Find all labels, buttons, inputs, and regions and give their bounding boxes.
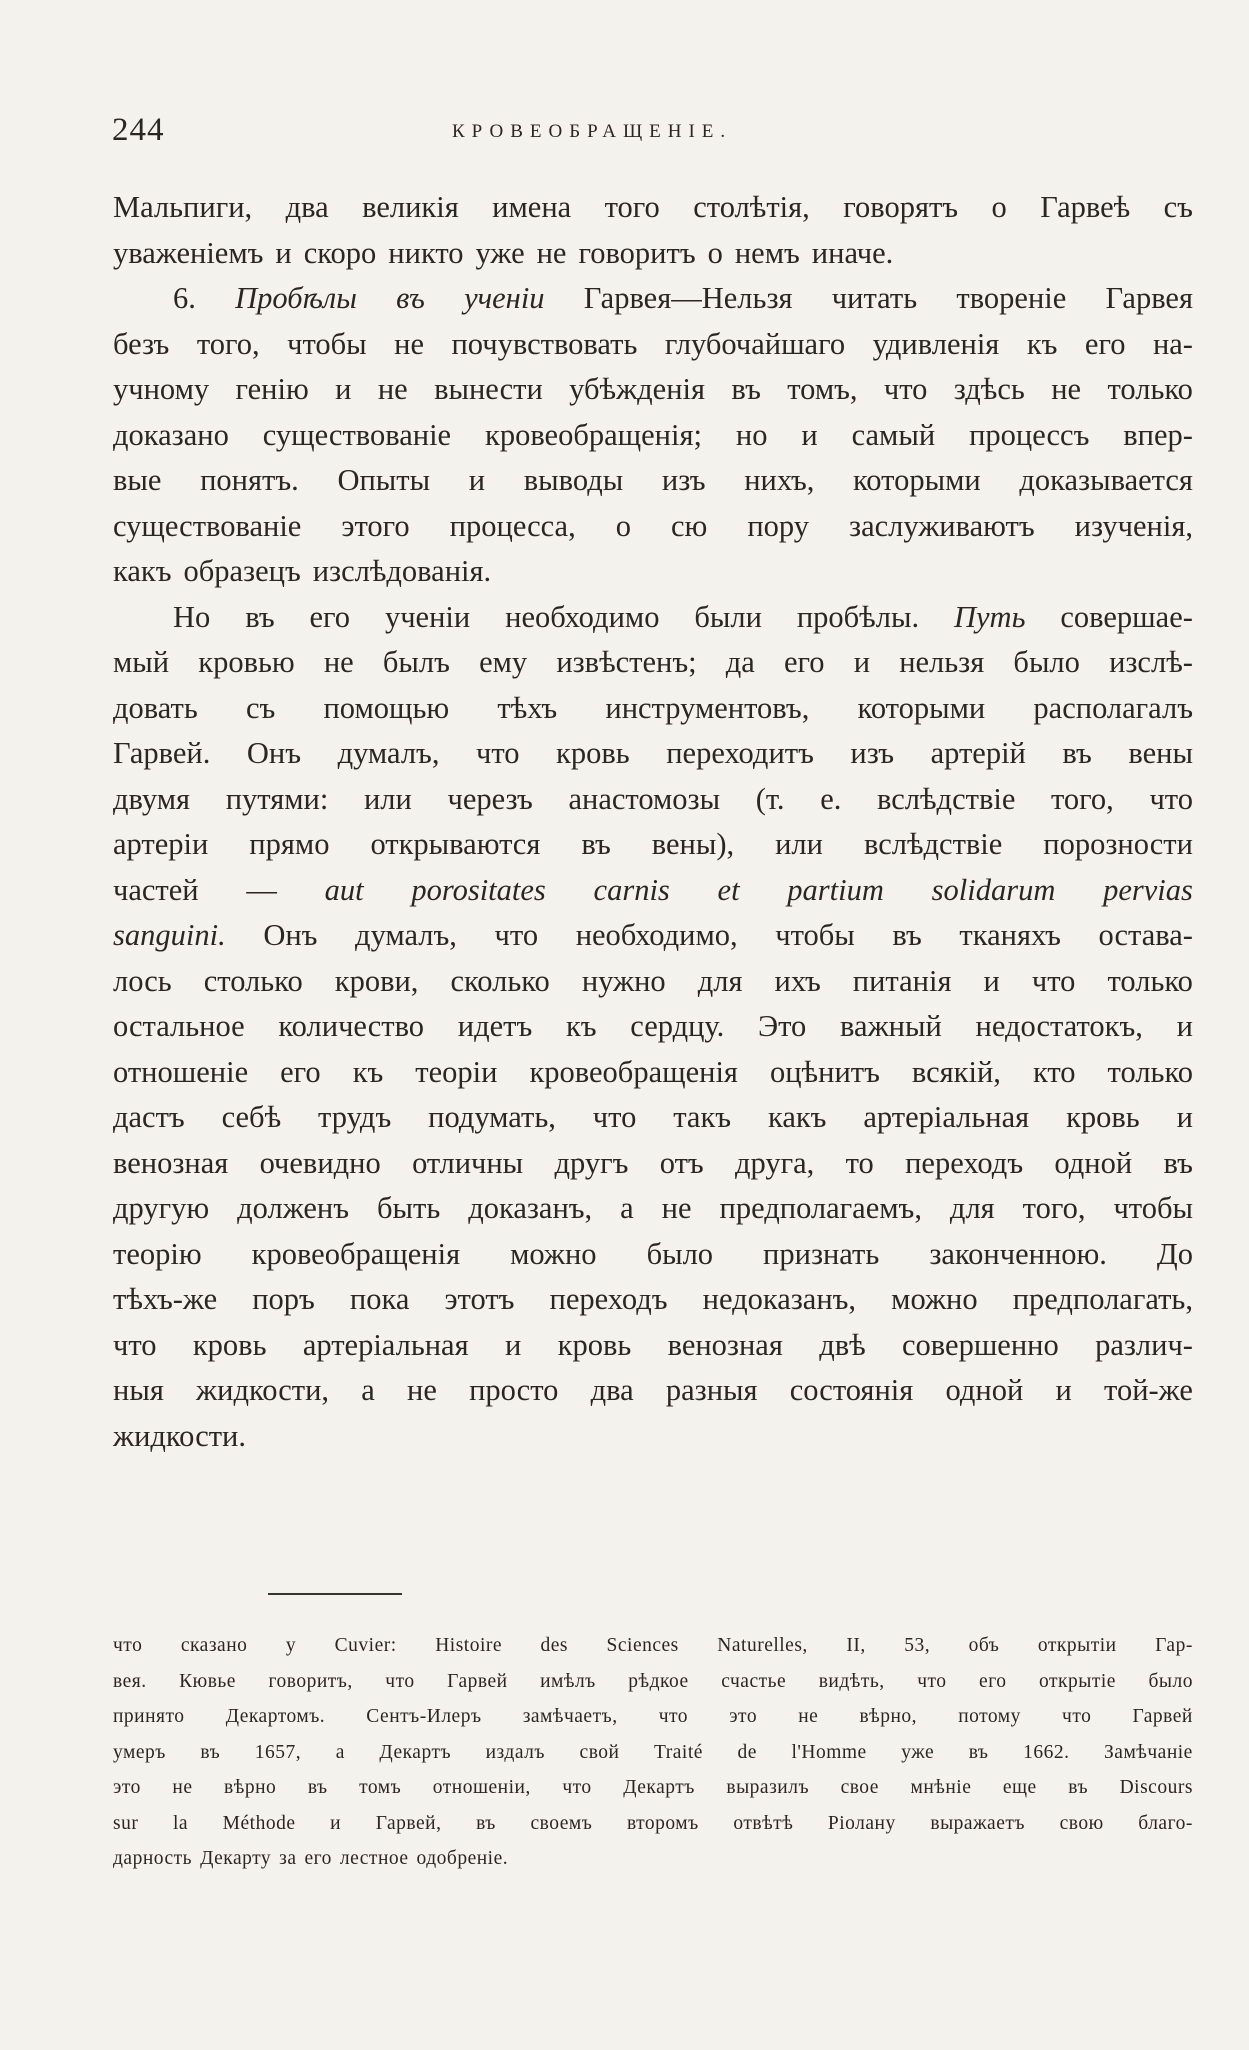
text-line: какъ образецъ изслѣдованія.: [113, 554, 492, 588]
text-line: дастъ себѣ трудъ подумать, что такъ какъ артеріальная кровь и: [113, 1100, 1193, 1134]
text-line: Гарвей. Онъ думалъ, что кровь переходитъ изъ артерій въ вены: [113, 736, 1193, 770]
footnote-separator: [268, 1593, 402, 1595]
main-text: [113, 185, 1193, 1459]
text-line: артеріи прямо открываются въ вены), или вслѣдствіе порозности: [113, 827, 1193, 861]
text-line: существованіе этого процесса, о сю пору заслуживаютъ изученія,: [113, 508, 1193, 543]
text-line: 6. Пробѣлы въ ученіи Гарвея—Нельзя читать твореніе Гарвея: [173, 281, 1193, 315]
footnote-line: sur la Méthode и Гарвей, въ своемъ второмъ отвѣтѣ Ріолану выражаетъ свою благо-: [113, 1812, 1193, 1834]
text-line: Но въ его ученіи необходимо были пробѣлы. Путь совершае-: [173, 599, 1193, 634]
page-header: [112, 112, 1192, 162]
text-line: двумя путями: или черезъ анастомозы (т. е. вслѣдствіе того, что: [113, 781, 1193, 816]
text-line: теорію кровеобращенія можно было признать законченною. До: [113, 1236, 1193, 1271]
footnote: [113, 1628, 1193, 1877]
page-number: 244: [112, 112, 165, 148]
footnote-line: это не вѣрно въ томъ отношеніи, что Декартъ выразилъ свое мнѣніе еще въ Discours: [113, 1777, 1193, 1798]
text-line: довать съ помощью тѣхъ инструментовъ, которыми располагалъ: [113, 690, 1193, 725]
footnote-line: принято Декартомъ. Сентъ-Илеръ замѣчаетъ, что это не вѣрно, потому что Гарвей: [113, 1706, 1193, 1727]
text-line: Мальпиги, два великія имена того столѣтія, говорятъ о Гарвеѣ съ: [113, 190, 1193, 224]
footnote-line: вея. Кювье говоритъ, что Гарвей имѣлъ рѣдкое счастье видѣть, что его открытіе было: [113, 1670, 1193, 1692]
text-line: частей — aut porositates carnis et partium solidarum pervias: [113, 872, 1193, 907]
text-line: отношеніе его къ теоріи кровеобращенія оцѣнитъ всякій, кто только: [113, 1054, 1193, 1089]
text-line: sanguini. Онъ думалъ, что необходимо, чтобы въ тканяхъ остава-: [113, 918, 1193, 952]
text-line: мый кровью не былъ ему извѣстенъ; да его и нельзя было изслѣ-: [113, 645, 1193, 679]
text-line: лось столько крови, сколько нужно для ихъ питанія и что только: [113, 963, 1193, 998]
text-line: учному генію и не вынести убѣжденія въ томъ, что здѣсь не только: [113, 372, 1193, 406]
footnote-line: умеръ въ 1657, а Декартъ издалъ свой Traité de l'Homme уже въ 1662. Замѣчаніе: [113, 1741, 1193, 1763]
text-line: жидкости.: [113, 1418, 247, 1453]
text-line: что кровь артеріальная и кровь венозная двѣ совершенно различ-: [113, 1327, 1193, 1362]
text-line: ныя жидкости, а не просто два разныя состоянія одной и той-же: [113, 1373, 1193, 1407]
text-line: другую долженъ быть доказанъ, а не предполагаемъ, для того, чтобы: [113, 1191, 1193, 1225]
text-line: уваженіемъ и скоро никто уже не говоритъ о немъ иначе.: [113, 235, 894, 270]
footnote-line: дарность Декарту за его лестное одобреніе.: [113, 1848, 509, 1869]
text-line: безъ того, чтобы не почувствовать глубочайшаго удивленія къ его на-: [113, 326, 1193, 361]
text-line: вые понятъ. Опыты и выводы изъ нихъ, которыми доказывается: [113, 463, 1193, 497]
text-line: венозная очевидно отличны другъ отъ друга, то переходъ одной въ: [113, 1145, 1193, 1180]
text-line: доказано существованіе кровеобращенія; но и самый процессъ впер-: [113, 417, 1193, 452]
footnote-line: что сказано у Cuvier: Histoire des Sciences Naturelles, II, 53, объ открытіи Гар-: [113, 1635, 1193, 1656]
text-line: тѣхъ-же поръ пока этотъ переходъ недоказанъ, можно предполагать,: [113, 1282, 1193, 1316]
running-head: КРОВЕОБРАЩЕНІЕ.: [452, 121, 733, 142]
text-line: остальное количество идетъ къ сердцу. Это важный недостатокъ, и: [113, 1009, 1193, 1043]
